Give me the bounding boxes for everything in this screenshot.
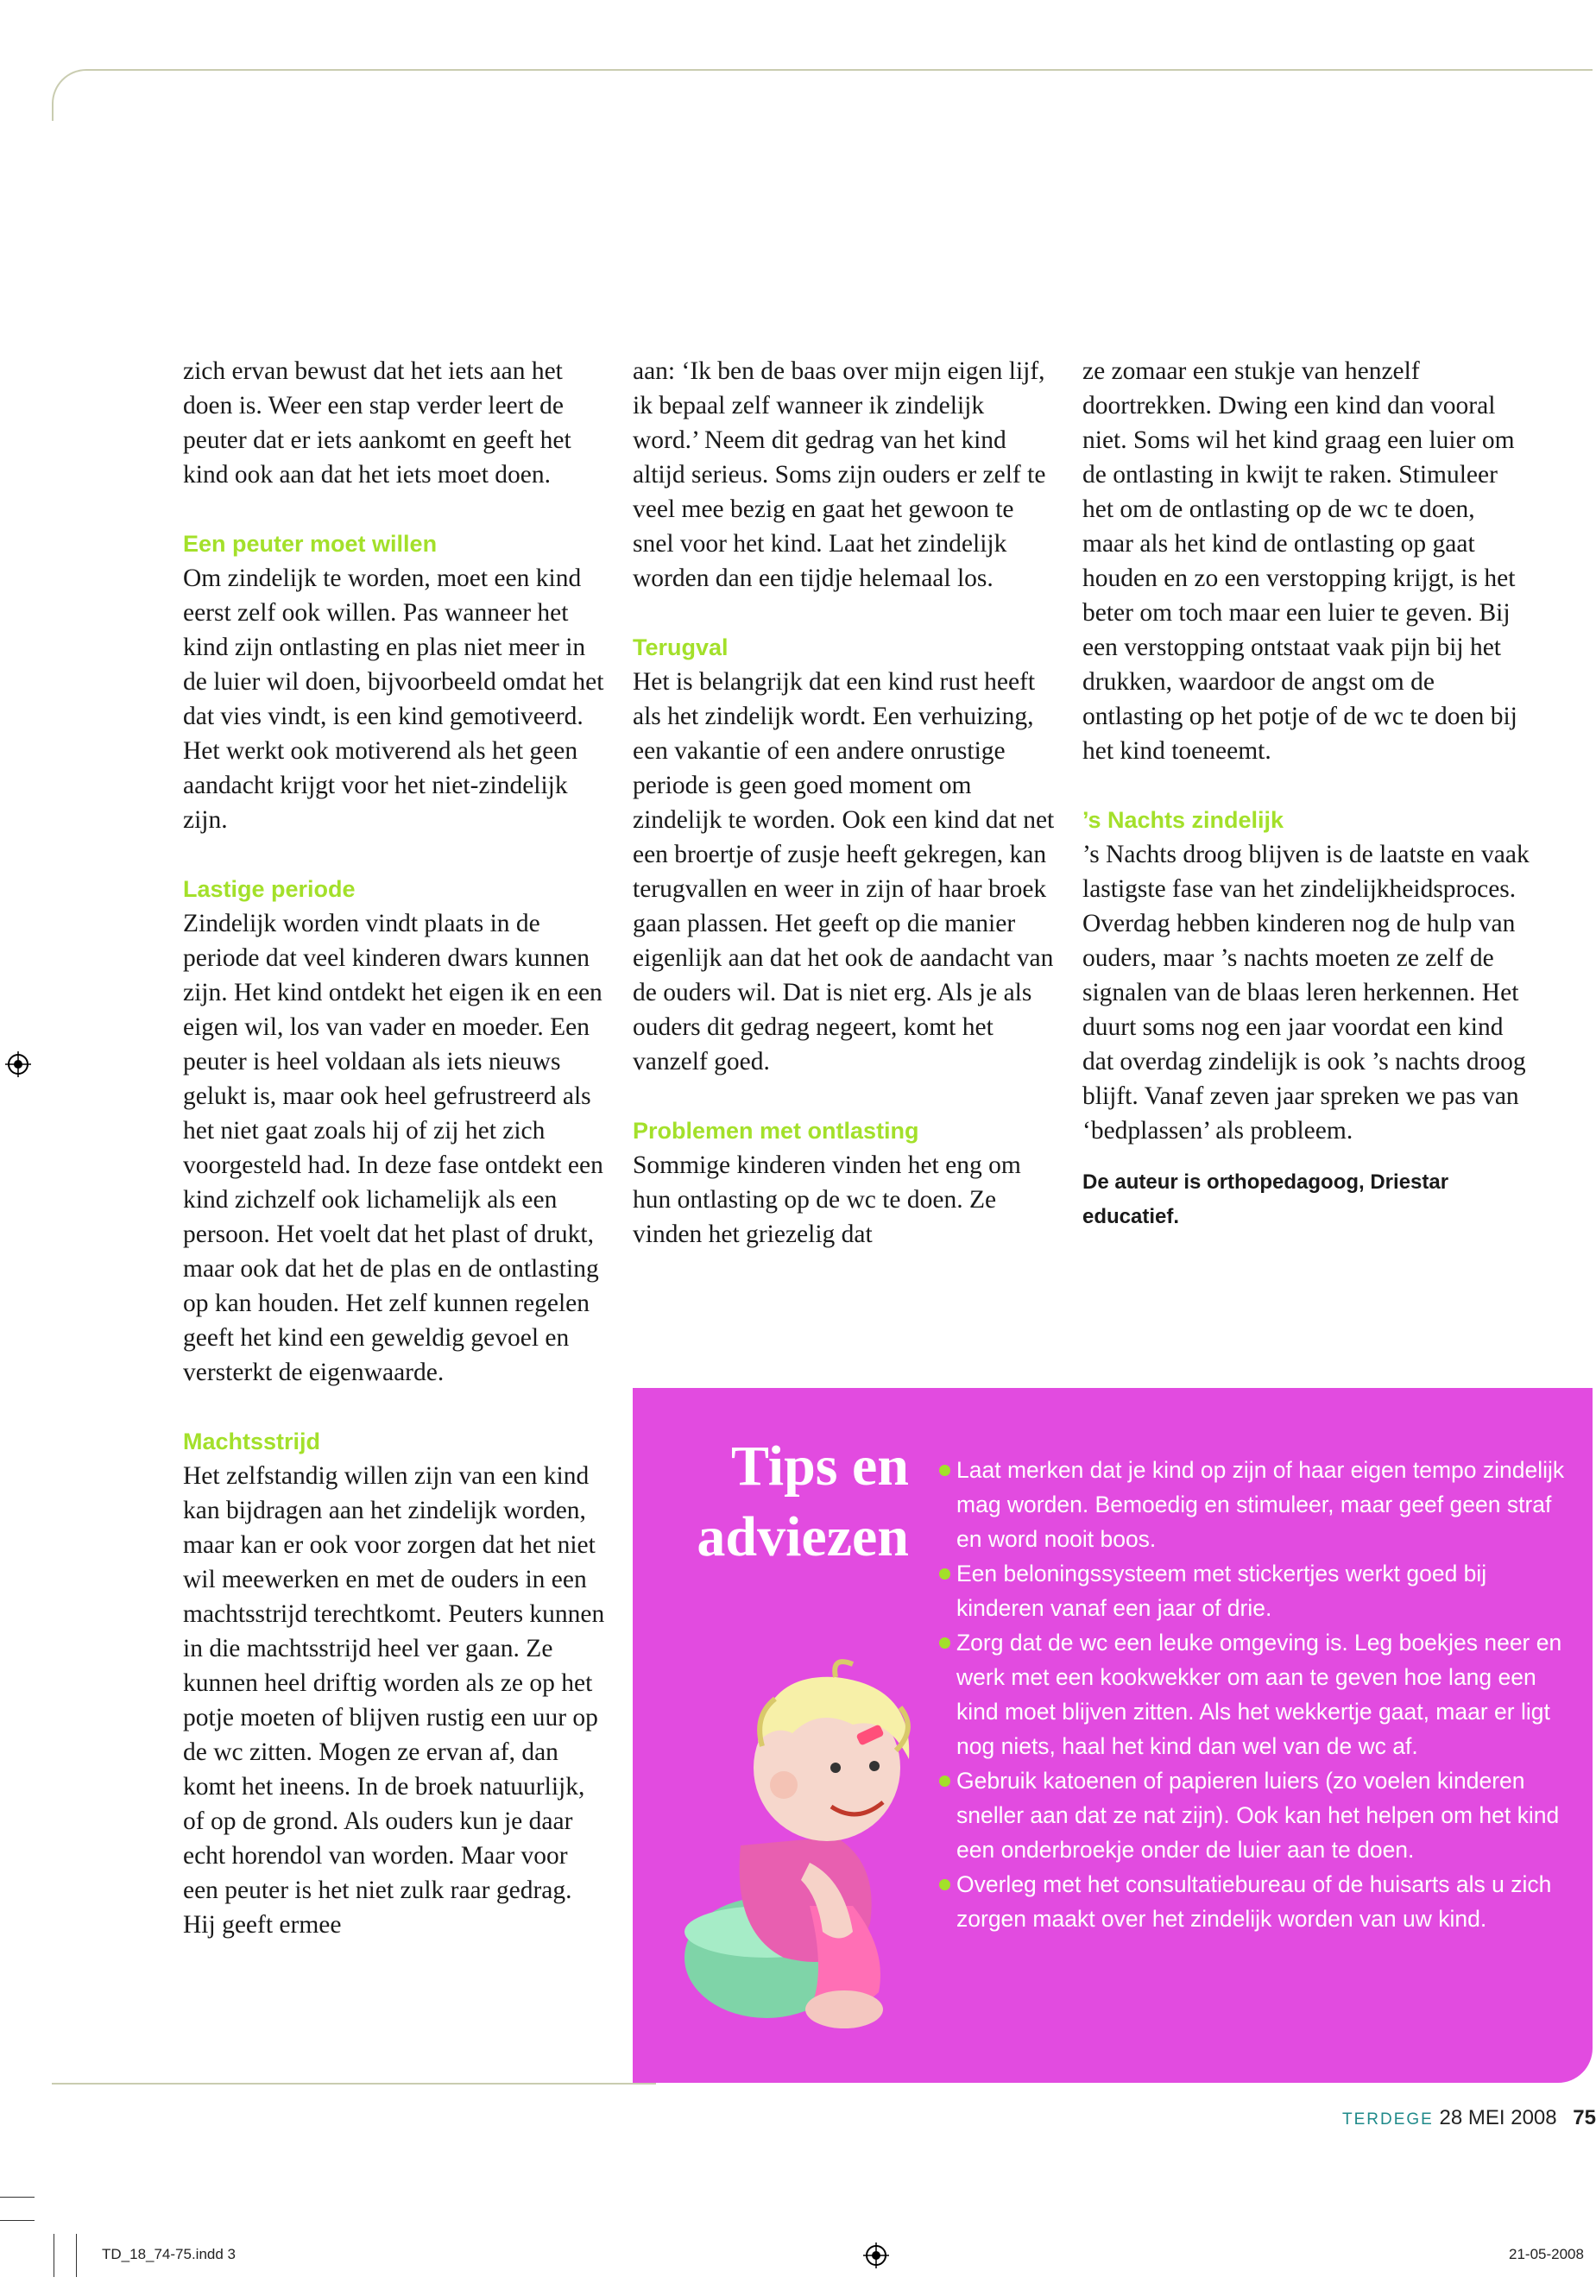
paragraph: Om zindelijk te worden, moet een kind eerst zelf ook willen. Pas wanneer het kind zijn ontlasting en plas niet meer in de luier wil doen, bijvoorbeeld omdat het dat vies vindt, is een kind gemotiveerd. Het werkt ook motiverend als het geen aandacht krijgt voor het niet-zindelijk zijn.	[183, 565, 604, 834]
section-heading: Een peuter moet willen	[183, 531, 438, 557]
section-heading: ’s Nachts zindelijk	[1082, 807, 1284, 833]
section-heading: Machtsstrijd	[183, 1429, 321, 1454]
paragraph: zich ervan bewust dat het iets aan het doen is. Weer een stap verder leert de peuter dat er iets aankomt en geeft het kind ook aan dat het iets moet doen.	[183, 357, 571, 489]
paragraph: Sommige kinderen vinden het eng om hun ontlasting op de wc te doen. Ze vinden het griezelig dat	[633, 1151, 1021, 1248]
paragraph: Het zelfstandig willen zijn van een kind kan bijdragen aan het zindelijk worden, maar kan er ook voor zorgen dat het niet wil meewerken en met de ouders in een machtsstrijd terechtkomt. Peuters kunnen in die machtsstrijd heel ver gaan. Ze kunnen heel driftig worden als ze op het potje moeten of blijven rustig een uur op de wc zitten. Mogen ze ervan af, dan komt het ineens. In de broek natuurlijk, of op de grond. Als ouders kun je daar echt horendol van worden. Maar voor een peuter is het niet zulk raar gedrag. Hij geeft ermee	[183, 1462, 605, 1939]
crop-mark	[76, 2234, 77, 2277]
print-slug-file: TD_18_74-75.indd 3	[102, 2246, 237, 2262]
tip-item: Een beloningssysteem met stickertjes werkt goed bij kinderen vanaf een jaar of drie.	[939, 1556, 1569, 1625]
print-slug-date: 21-05-2008	[1509, 2246, 1584, 2262]
page-number: 75	[1573, 2106, 1596, 2129]
crop-mark	[0, 2220, 35, 2221]
paragraph: ’s Nachts droog blijven is de laatste en vaak lastigste fase van het zindelijkheidsproces. Overdag hebben kinderen nog de hulp van ouders, maar ’s nachts moeten ze zelf de signalen van de blaas leren herkennen. Het duurt soms nog een jaar voordat een kind dat overdag zindelijk is ook ’s nachts droog blijft. Vanaf zeven jaar spreken we pas van ‘bedplassen’ als probleem.	[1082, 841, 1530, 1145]
registration-mark-icon	[5, 1051, 31, 1077]
page-footer	[1342, 2106, 1596, 2130]
tips-list	[939, 1453, 1569, 1936]
section-heading: Terugval	[633, 634, 729, 660]
tip-item: Laat merken dat je kind op zijn of haar eigen tempo zindelijk mag worden. Bemoedig en stimuleer, maar geef geen straf en word nooit boos.	[939, 1453, 1569, 1556]
section-heading: Problemen met ontlasting	[633, 1118, 919, 1144]
tip-item: Gebruik katoenen of papieren luiers (zo voelen kinderen sneller aan dat ze nat zijn). Ook kan het helpen om het kind een onderbroekje onder de luier aan te doen.	[939, 1763, 1569, 1867]
crop-mark	[0, 2197, 35, 2198]
article-column-1	[183, 354, 606, 1942]
tips-box	[633, 1388, 1593, 2083]
issue-date: 28 MEI 2008	[1439, 2106, 1557, 2129]
tip-item: Zorg dat de wc een leuke omgeving is. Leg boekjes neer en werk met een kookwekker om aan te geven hoe lang een kind moet blijven zitten. Als het wekkertje gaat, maar er ligt nog niets, haal het kind dan wel van de wc af.	[939, 1625, 1569, 1763]
author-note: De auteur is orthopedagoog, Driestar educatief.	[1082, 1170, 1449, 1228]
tip-item: Overleg met het consultatiebureau of de huisarts als u zich zorgen maakt over het zindelijk worden van uw kind.	[939, 1867, 1569, 1936]
paragraph: Zindelijk worden vindt plaats in de periode dat veel kinderen dwars kunnen zijn. Het kind ontdekt het eigen ik en een eigen wil, los van vader en moeder. Een peuter is heel voldaan als iets nieuws gelukt is, maar ook heel gefrustreerd als het niet gaat zoals hij of zij het zich voorgesteld had. In deze fase ontdekt een kind zichzelf ook lichamelijk als een persoon. Het voelt dat het plast of drukt, maar ook dat het de plas en de ontlasting op kan houden. Het zelf kunnen regelen geeft het kind een geweldig gevoel en versterkt de eigenwaarde.	[183, 910, 603, 1386]
top-decorative-rule	[52, 69, 1593, 121]
paragraph: ze zomaar een stukje van henzelf doortrekken. Dwing een kind dan vooral niet. Soms wil het kind graag een luier om de ontlasting in kwijt te raken. Stimuleer het om de ontlasting op de wc te doen, maar als het kind de ontlasting op gaat houden en zo een verstopping krijgt, is het beter om toch maar een luier te geven. Bij een verstopping ontstaat vaak pijn bij het drukken, waardoor de angst om de ontlasting op het potje of de wc te doen bij het kind toeneemt.	[1082, 357, 1517, 765]
tips-title: Tips en adviezen	[697, 1435, 909, 1568]
article-column-2	[633, 354, 1056, 1252]
article-column-3	[1082, 354, 1531, 1234]
paragraph: aan: ‘Ik ben de baas over mijn eigen lijf, ik bepaal zelf wanneer ik zindelijk word.’ Neem dit gedrag van het kind altijd serieus. Soms zijn ouders er zelf te veel mee bezig en gaat het gewoon te snel voor het kind. Laat het zindelijk worden dan een tijdje helemaal los.	[633, 357, 1046, 592]
registration-mark-icon	[863, 2242, 889, 2268]
magazine-name: TERDEGE	[1342, 2110, 1434, 2129]
toddler-on-potty-illustration	[680, 1647, 956, 2053]
paragraph: Het is belangrijk dat een kind rust heeft als het zindelijk wordt. Een verhuizing, een vakantie of een andere onrustige periode is geen goed moment om zindelijk te worden. Ook een kind dat net een broertje of zusje heeft gekregen, kan terugvallen en weer in zijn of haar broek gaan plassen. Het geeft op die manier eigenlijk aan dat het ook de aandacht van de ouders wil. Dat is niet erg. Als je als ouders dit gedrag negeert, komt het vanzelf goed.	[633, 668, 1055, 1075]
bottom-rule	[52, 2083, 656, 2085]
section-heading: Lastige periode	[183, 876, 356, 902]
